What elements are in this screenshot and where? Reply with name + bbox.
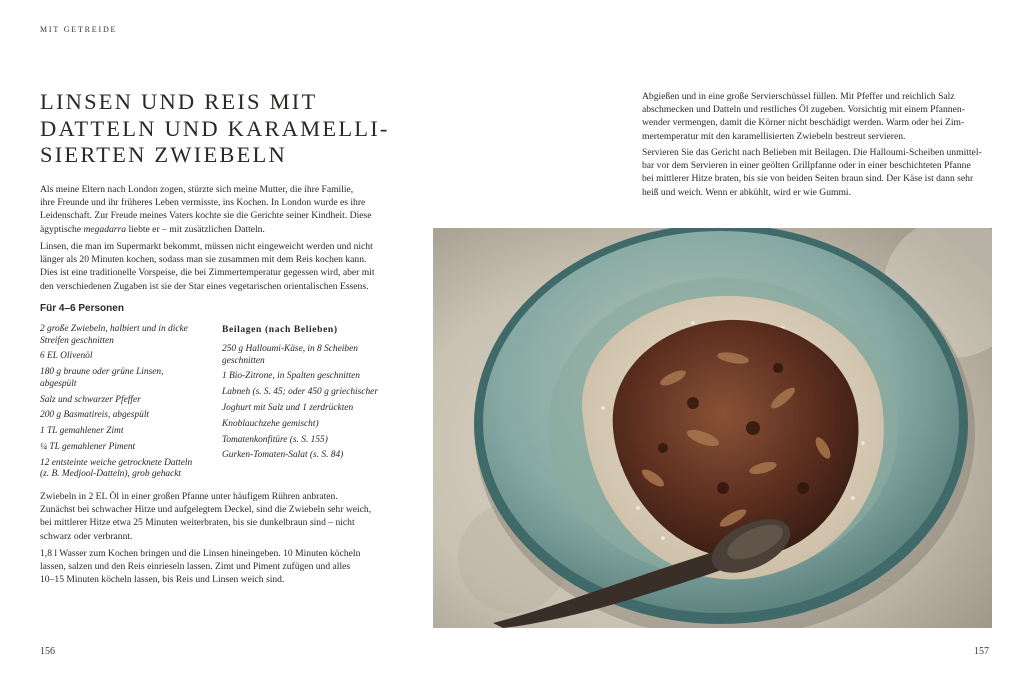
text-line: wender vermengen, damit die Körner nicht beschädigt werden. Warm oder bei Zim- [642, 117, 965, 129]
method-step-1 [40, 490, 371, 543]
side-item: Knoblauchzehe gemischt) [222, 418, 319, 429]
side-item: 250 g Halloumi-Käse, in 8 Scheiben geschnitten [222, 344, 358, 366]
title-line: DATTELN UND KARAMELLI- [40, 115, 390, 141]
text-line: Zunächst bei schwacher Hitze und aufgelegtem Deckel, sind die Zwiebeln sehr weich, [40, 504, 372, 516]
running-head: MIT GETREIDE [40, 25, 118, 34]
page-number-right: 157 [974, 646, 989, 657]
ingredient-item: 6 EL Olivenöl [40, 351, 93, 362]
text-line: Leidenschaft. Zur Freude meines Vaters kochte sie die Gerichte seiner Kindheit. Diese [40, 210, 372, 222]
text-line: Servieren Sie das Gericht nach Belieben mit Beilagen. Die Halloumi-Scheiben unmittel- [642, 147, 982, 158]
text-line: Linsen, die man im Supermarkt bekommt, müssen nicht eingeweicht werden und nicht [40, 241, 373, 252]
text-line: Zwiebeln in 2 EL Öl in einer großen Pfanne unter häufigem Rühren anbraten. [40, 491, 338, 502]
text-line: ihre Freunde und ihr früheres Leben vermisste, ins Kochen. In London wurde es ihre [40, 197, 366, 209]
text-line: abschmecken und Datteln und restliches Öl zugeben. Vorsichtig mit einem Pfannen- [642, 104, 965, 116]
page-number-left: 156 [40, 646, 55, 657]
sides-list [222, 344, 378, 466]
text-line: den verschiedenen Zugaben ist sie der Star eines vegetarischen orientalischen Essens. [40, 280, 369, 292]
text-line: länger als 20 Minuten kochen, sodass man sie zusammen mit dem Reis kochen kann. [40, 254, 367, 266]
ingredient-item: Salz und schwarzer Pfeffer [40, 394, 141, 405]
title-line: LINSEN UND REIS MIT [40, 89, 318, 114]
servings-label: Für 4–6 Personen [40, 303, 124, 314]
method-step-4 [642, 146, 982, 199]
ingredient-item: 1 TL gemahlener Zimt [40, 426, 124, 437]
ingredient-item: 12 entsteinte weiche getrocknete Datteln (z. B. Medjool-Datteln), grob gehackt [40, 457, 193, 480]
ingredient-item: ¼ TL gemahlener Piment [40, 441, 136, 452]
method-step-2 [40, 547, 360, 587]
text-line: bei mittlerer Hitze etwa 25 Minuten weiterbraten, bis sie dunkelbraun sind – nicht [40, 517, 355, 529]
text-line: Als meine Eltern nach London zogen, stürzte sich meine Mutter, die ihre Familie, [40, 184, 354, 195]
side-item: Gurken-Tomaten-Salat (s. S. 84) [222, 450, 344, 461]
text-line: Abgießen und in eine große Servierschüssel füllen. Mit Pfeffer und reichlich Salz [642, 91, 955, 102]
method-step-3 [642, 90, 965, 143]
side-item: Labneh (s. S. 45; oder 450 g griechischer [222, 387, 378, 398]
side-item: Tomatenkonfitüre (s. S. 155) [222, 434, 328, 445]
title-line: SIERTEN ZWIEBELN [40, 142, 287, 167]
text-line: Dies ist eine traditionelle Vorspeise, die bei Zimmertemperatur gegessen wird, aber mit [40, 267, 375, 279]
sides-heading: Beilagen (nach Belieben) [222, 324, 338, 335]
text-line: ägyptische megadarra liebte er – mit zusätzlichen Datteln. [40, 223, 265, 235]
text-line: bei mittlerer Hitze braten, bis sie von beiden Seiten braun sind. Der Käse ist dann sehr [642, 173, 974, 185]
text-line: mertemperatur mit den karamellisierten Zwiebeln bestreut servieren. [642, 130, 906, 142]
text-line: bar vor dem Servieren in einer geölten Grillpfanne oder in einer beschichteten Pfanne [642, 160, 971, 172]
bowl-illustration [433, 228, 992, 628]
text-line: lassen, salzen und den Reis einrieseln lassen. Zimt und Piment zufügen und alles [40, 561, 351, 573]
ingredient-item: 2 große Zwiebeln, halbiert und in dicke Streifen geschnitten [40, 324, 188, 346]
text-line: 1,8 l Wasser zum Kochen bringen und die Linsen hineingeben. 10 Minuten köcheln [40, 548, 361, 559]
side-item: 1 Bio-Zitrone, in Spalten geschnitten [222, 371, 360, 382]
text-line: 10–15 Minuten köcheln lassen, bis Reis und Linsen weich sind. [40, 574, 285, 586]
side-item: Joghurt mit Salz und 1 zerdrückten [222, 402, 354, 413]
intro-paragraph-1 [40, 183, 372, 236]
ingredient-item: 200 g Basmatireis, abgespült [40, 410, 150, 421]
ingredient-list [40, 324, 192, 485]
recipe-title [40, 89, 400, 169]
recipe-photo [433, 228, 992, 628]
intro-paragraph-2 [40, 240, 375, 293]
ingredient-item: 180 g braune oder grüne Linsen, abgespült [40, 367, 164, 389]
text-line: schwarz oder verbrannt. [40, 530, 133, 542]
text-line: heiß und weich. Wenn er abkühlt, wird er wie Gummi. [642, 186, 851, 198]
